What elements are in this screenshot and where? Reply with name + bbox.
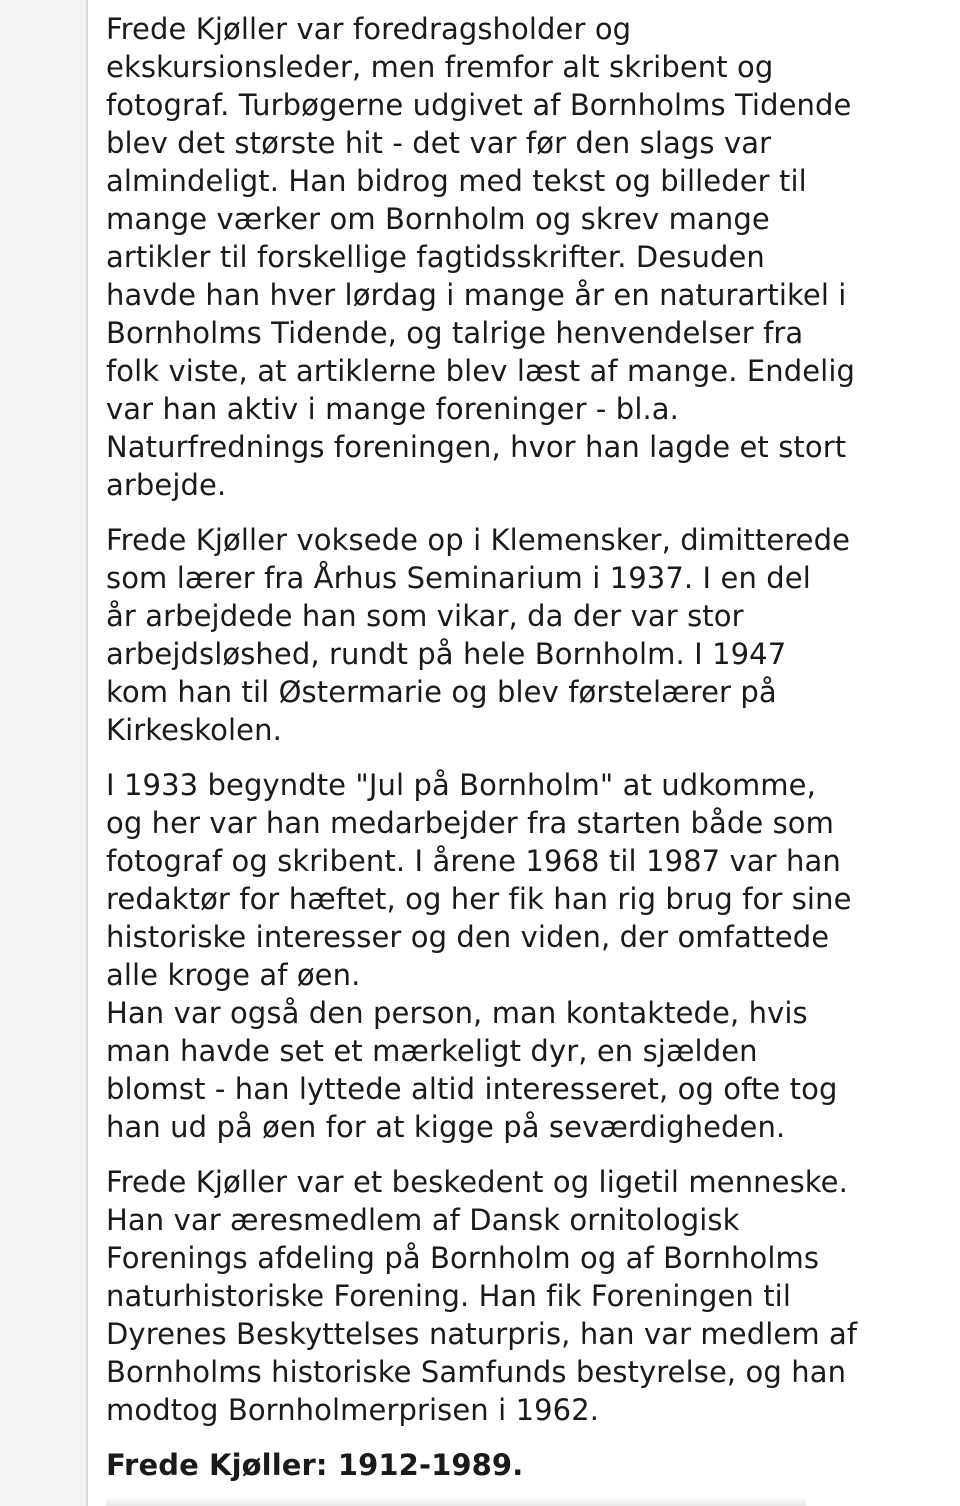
paragraph-line: havde han hver lørdag i mange år en naturartikel i bbox=[106, 278, 847, 312]
paragraph-line: Dyrenes Beskyttelses naturpris, han var medlem af bbox=[106, 1317, 858, 1351]
paragraph-line: kom han til Østermarie og blev førstelærer på bbox=[106, 675, 777, 709]
paragraph-line: og her var han medarbejder fra starten både som bbox=[106, 806, 835, 840]
paragraph-line: som lærer fra Århus Seminarium i 1937. I en del bbox=[106, 561, 811, 595]
paragraph-line: man havde set et mærkeligt dyr, en sjælden bbox=[106, 1034, 758, 1068]
article-text bbox=[106, 10, 906, 1484]
paragraph-line: arbejde. bbox=[106, 468, 227, 502]
paragraph-line: Frede Kjøller var foredragsholder og bbox=[106, 12, 632, 46]
article-content bbox=[88, 0, 960, 1506]
paragraph-line: alle kroge af øen. bbox=[106, 958, 361, 992]
paragraph-line: Frede Kjøller voksede op i Klemensker, dimitterede bbox=[106, 523, 851, 557]
paragraph-line: artikler til forskellige fagtidsskrifter. Desuden bbox=[106, 240, 765, 274]
cut-off-next-line bbox=[106, 1496, 806, 1506]
paragraph-line: naturhistoriske Forening. Han fik Foreningen til bbox=[106, 1279, 791, 1313]
lifespan-heading: Frede Kjøller: 1912-1989. bbox=[106, 1448, 524, 1482]
paragraph-4 bbox=[106, 1163, 906, 1429]
paragraph-line: Bornholms Tidende, og talrige henvendelser fra bbox=[106, 316, 804, 350]
paragraph-line: blomst - han lyttede altid interesseret, og ofte tog bbox=[106, 1072, 838, 1106]
paragraph-1 bbox=[106, 10, 906, 504]
paragraph-line: folk viste, at artiklerne blev læst af mange. Endelig bbox=[106, 354, 856, 388]
paragraph-line: mange værker om Bornholm og skrev mange bbox=[106, 202, 770, 236]
paragraph-line: år arbejdede han som vikar, da der var stor bbox=[106, 599, 744, 633]
paragraph-line: han ud på øen for at kigge på seværdigheden. bbox=[106, 1110, 786, 1144]
paragraph-line: var han aktiv i mange foreninger - bl.a. bbox=[106, 392, 679, 426]
paragraph-line: historiske interesser og den viden, der omfattede bbox=[106, 920, 830, 954]
paragraph-line: ekskursionsleder, men fremfor alt skribent og bbox=[106, 50, 774, 84]
paragraph-line: fotograf. Turbøgerne udgivet af Bornholms Tidende bbox=[106, 88, 852, 122]
paragraph-line: I 1933 begyndte "Jul på Bornholm" at udkomme, bbox=[106, 768, 816, 802]
paragraph-line: modtog Bornholmerprisen i 1962. bbox=[106, 1393, 600, 1427]
paragraph-line: Naturfrednings foreningen, hvor han lagde et stort bbox=[106, 430, 847, 464]
paragraph-line: Kirkeskolen. bbox=[106, 713, 282, 747]
paragraph-line: Forenings afdeling på Bornholm og af Bornholms bbox=[106, 1241, 820, 1275]
paragraph-line: fotograf og skribent. I årene 1968 til 1987 var han bbox=[106, 844, 841, 878]
paragraph-line: Frede Kjøller var et beskedent og ligetil menneske. bbox=[106, 1165, 848, 1199]
paragraph-line: arbejdsløshed, rundt på hele Bornholm. I 1947 bbox=[106, 637, 787, 671]
paragraph-3 bbox=[106, 766, 906, 1146]
paragraph-line: almindeligt. Han bidrog med tekst og billeder til bbox=[106, 164, 807, 198]
paragraph-line: Han var også den person, man kontaktede, hvis bbox=[106, 996, 808, 1030]
paragraph-line: blev det største hit - det var før den slags var bbox=[106, 126, 772, 160]
paragraph-2 bbox=[106, 521, 906, 749]
paragraph-line: Han var æresmedlem af Dansk ornitologisk bbox=[106, 1203, 740, 1237]
paragraph-line: Bornholms historiske Samfunds bestyrelse, og han bbox=[106, 1355, 847, 1389]
paragraph-line: redaktør for hæftet, og her fik han rig brug for sine bbox=[106, 882, 852, 916]
